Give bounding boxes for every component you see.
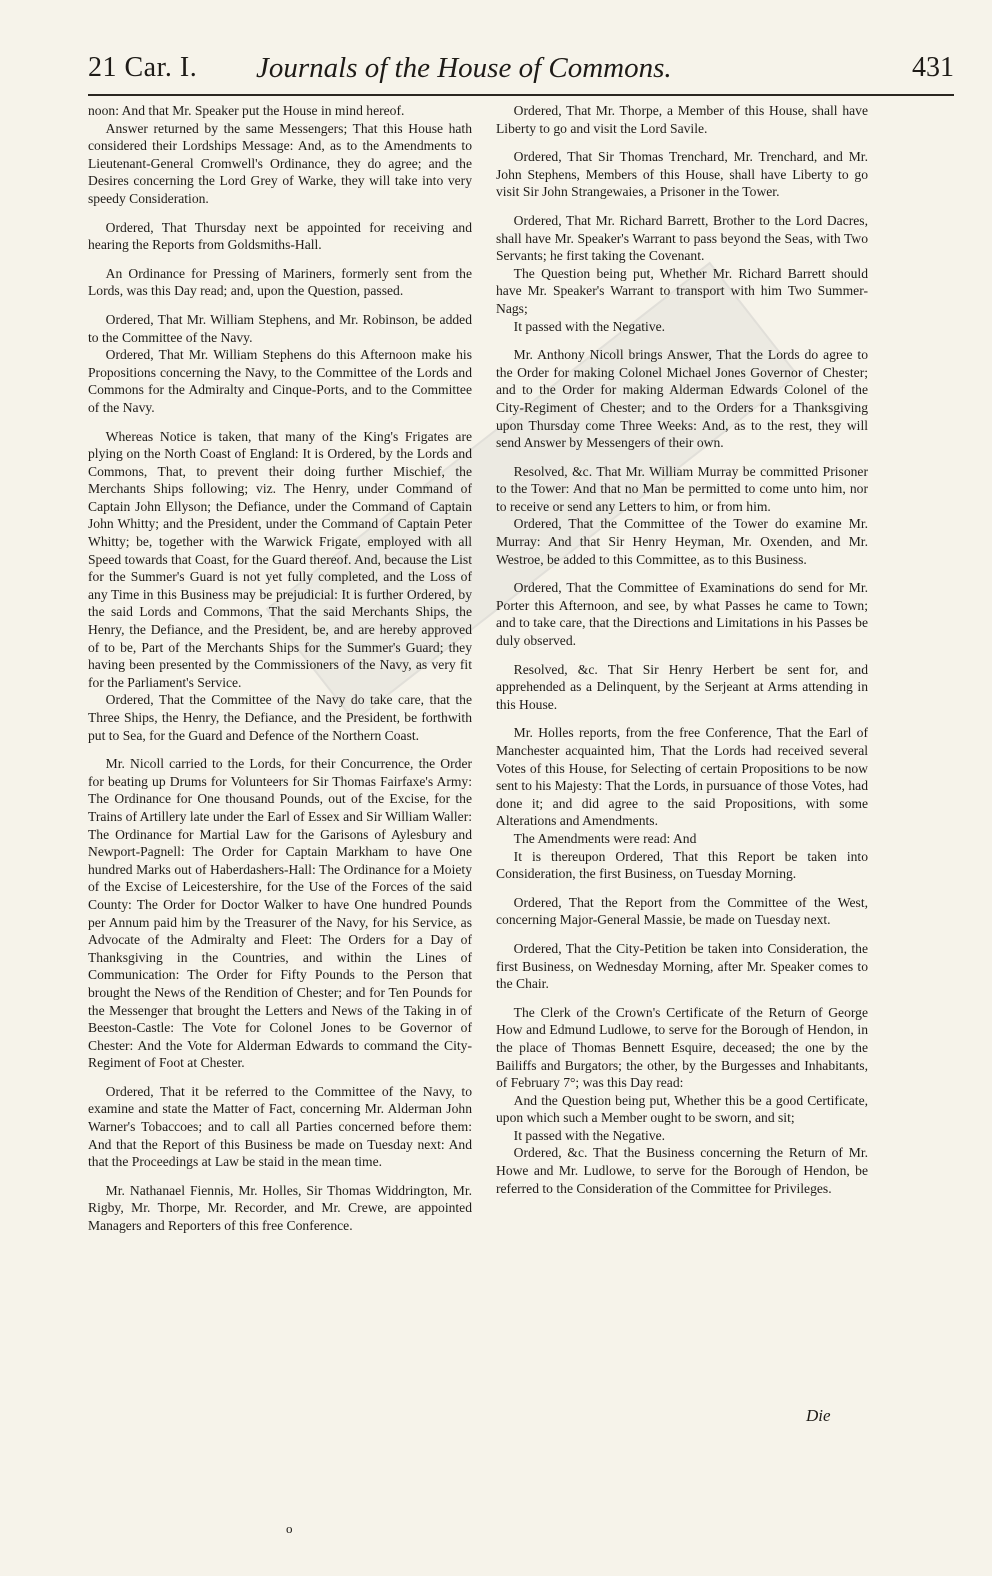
paragraph: Resolved, &c. That Mr. William Murray be committed Prisoner to the Tower: And that no Man be permitted to come unto him, nor to receive or send any Letters to him, or from him. — [496, 463, 868, 514]
paragraph: Ordered, That the Committee of the Navy do take care, that the Three Ships, the Henry, the Defiance, and the President, be forthwith put to Sea, for the Guard and Defence of the Northern Coast. — [88, 692, 472, 743]
paragraph: Mr. Nathanael Fiennis, Mr. Holles, Sir Thomas Widdrington, Mr. Rigby, Mr. Thorpe, Mr. Recorder, and Mr. Crewe, are appointed Managers and Reporters of this free Conference. — [88, 1182, 472, 1234]
regnal-year: 21 Car. I. — [88, 52, 198, 83]
paragraph: An Ordinance for Pressing of Mariners, formerly sent from the Lords, was this Day read; and, upon the Question, passed. — [88, 265, 472, 299]
paragraph: It is thereupon Ordered, That this Report be taken into Consideration, the first Business, on Tuesday Morning. — [496, 848, 868, 882]
paragraph: Mr. Nicoll carried to the Lords, for their Concurrence, the Order for beating up Drums for Volunteers for Sir Thomas Fairfaxe's Army: The Ordinance for One thousand Pounds, out of the Excise, for the Trains of Artillery late under the Earl of Essex and Sir William Waller: The Ordinance for Martial Law for the Garisons of Aylesbury and Newport-Pagnell: The Order for Captain Markham to have One hundred Marks out of Haberdashers-Hall: The Ordinance for a Moiety of the Excise of Leicestershire, for the Use of the Forces of the said County: The Order for Doctor Walker to have One hundred Pounds per Annum paid him by the Treasurer of the Navy, for his Service, as Advocate of the Admiralty and Fleet: The Orders for a Day of Thanksgiving in the Countries, and within the Lines of Communication: The Order for Fifty Pounds to the Person that brought the News of the Rendition of Chester; and for Ten Pounds for the Messenger that brought the Letters and News of the Taking in of Beeston-Castle: The Vote for Colonel Jones to be Governor of Chester: And the Vote for Alderman Edwards to command the City-Regiment of Foot at Chester. — [88, 756, 472, 1071]
left-column — [88, 102, 472, 1412]
catchword: Die — [806, 1406, 831, 1425]
running-title: Journals of the House of Commons. — [256, 52, 672, 84]
paragraph: The Amendments were read: And — [513, 830, 697, 846]
page-number: 431 — [912, 52, 954, 83]
paragraph: The Question being put, Whether Mr. Richard Barrett should have Mr. Speaker's Warrant to transport with him Two Summer-Nags; — [496, 265, 868, 316]
paragraph: It passed with the Negative. — [513, 1127, 666, 1143]
paragraph: Ordered, That Mr. William Stephens, and Mr. Robinson, be added to the Committee of the Navy. — [88, 311, 472, 345]
paragraph: Ordered, That Sir Thomas Trenchard, Mr. Trenchard, and Mr. John Stephens, Members of this House, shall have Liberty to go visit Sir John Strangewaies, a Prisoner in the Tower. — [496, 149, 868, 200]
paragraph: Mr. Holles reports, from the free Conference, That the Earl of Manchester acquainted him, That the Lords had received several Votes of this House, for Selecting of certain Propositions to be now sent to his Majesty: That the Lords, in pursuance of those Votes, had done it; and did agree to the said Propositions, with some Alterations and Amendments. — [496, 725, 868, 829]
paragraph: noon: And that Mr. Speaker put the House in mind hereof. — [88, 103, 405, 118]
paragraph: Ordered, That Mr. Richard Barrett, Brother to the Lord Dacres, shall have Mr. Speaker's Warrant to pass beyond the Seas, with Two Servants; he first taking the Covenant. — [496, 212, 868, 264]
paragraph: Ordered, That the Committee of Examinations do send for Mr. Porter this Afternoon, and see, by what Passes he came to Town; and to take care, that the Directions and Limitations in his Passes be duly observed. — [496, 580, 868, 649]
paragraph: Ordered, That Mr. William Stephens do this Afternoon make his Propositions concerning the Navy, to the Committee of the Lords and Commons for the Admiralty and Cinque-Ports, and to the Committee of the Navy. — [88, 347, 472, 415]
paragraph: And the Question being put, Whether this be a good Certificate, upon which such a Member ought to be sworn, and sit; — [496, 1092, 868, 1126]
paragraph: Resolved, &c. That Sir Henry Herbert be sent for, and apprehended as a Delinquent, by the Serjeant at Arms attending in this House. — [496, 661, 868, 712]
paragraph: Ordered, That it be referred to the Committee of the Navy, to examine and state the Matter of Fact, concerning Mr. Alderman John Warner's Tobaccoes; and to call all Parties concerned before them: And that the Report of this Business be made on Tuesday next: And that the Proceedings at Law be staid in the mean time. — [88, 1083, 472, 1170]
page-header — [88, 50, 954, 96]
header-rule — [88, 94, 954, 96]
paragraph: Ordered, That the Report from the Committee of the West, concerning Major-General Massie, be made on Tuesday next. — [496, 894, 868, 928]
paragraph: Mr. Anthony Nicoll brings Answer, That the Lords do agree to the Order for making Colonel Michael Jones Governor of Chester; and to the Order for making Alderman Edwards Colonel of the City-Regiment of Chester; and to the Orders for a Thanksgiving upon Thursday come Three Weeks: And, as to the rest, they will send Answer by Messengers of their own. — [496, 347, 868, 451]
paragraph: Answer returned by the same Messengers; That this House hath considered their Lordships Message: And, as to the Amendments to Lieutenant-General Cromwell's Ordinance, they do agree; and the Desires concerning the Lord Grey of Warke, they will take into very speedy Consideration. — [88, 120, 472, 206]
paragraph: Ordered, That Thursday next be appointed for receiving and hearing the Reports from Goldsmiths-Hall. — [88, 219, 472, 253]
paragraph: Ordered, &c. That the Business concerning the Return of Mr. Howe and Mr. Ludlowe, to serve for the Borough of Hendon, be referred to the Consideration of the Committee for Privileges. — [496, 1145, 868, 1196]
paragraph: Whereas Notice is taken, that many of the King's Frigates are plying on the North Coast of England: It is Ordered, by the Lords and Commons, That, to prevent their doing further Mischief, the Merchants Ships following; viz. The Henry, under Command of Captain John Ellyson; the Defiance, under the Command of Captain John Whitty; and the President, under the Command of Captain Peter Whitty; be, together with the Warwick Frigate, employed with all Speed towards that Coast, for the Guard thereof. And, because the List for the Summer's Guard is not yet fully completed, and the Loss of any Time in this Business may be prejudicial: It is further Ordered, by the said Lords and Commons, That the said Merchants Ships, the Henry, the Defiance, and the President, be, and are hereby approved of to be, Part of the Merchants Ships for the Summer's Guard; they having been presented by the Commissioners of the Navy, as very fit for the Parliament's Service. — [88, 428, 472, 690]
footer-mark: o — [286, 1521, 293, 1536]
right-column — [496, 102, 868, 1412]
paragraph: Ordered, That the City-Petition be taken into Consideration, the first Business, on Wednesday Morning, after Mr. Speaker comes to the Chair. — [496, 940, 868, 992]
paragraph: Ordered, That Mr. Thorpe, a Member of this House, shall have Liberty to go and visit the Lord Savile. — [496, 103, 868, 136]
paragraph: Ordered, That the Committee of the Tower do examine Mr. Murray: And that Sir Henry Heyman, Mr. Oxenden, and Mr. Westroe, be added to this Committee, as to this Business. — [496, 516, 868, 567]
paragraph: The Clerk of the Crown's Certificate of the Return of George How and Edmund Ludlowe, to serve for the Borough of Hendon, in the place of Thomas Bennett Esquire, deceased; the one by the Bailiffs and Burgators; the other, by the Burgesses and Inhabitants, of February 7°; was this Day read: — [496, 1004, 868, 1091]
paragraph: It passed with the Negative. — [513, 318, 666, 334]
